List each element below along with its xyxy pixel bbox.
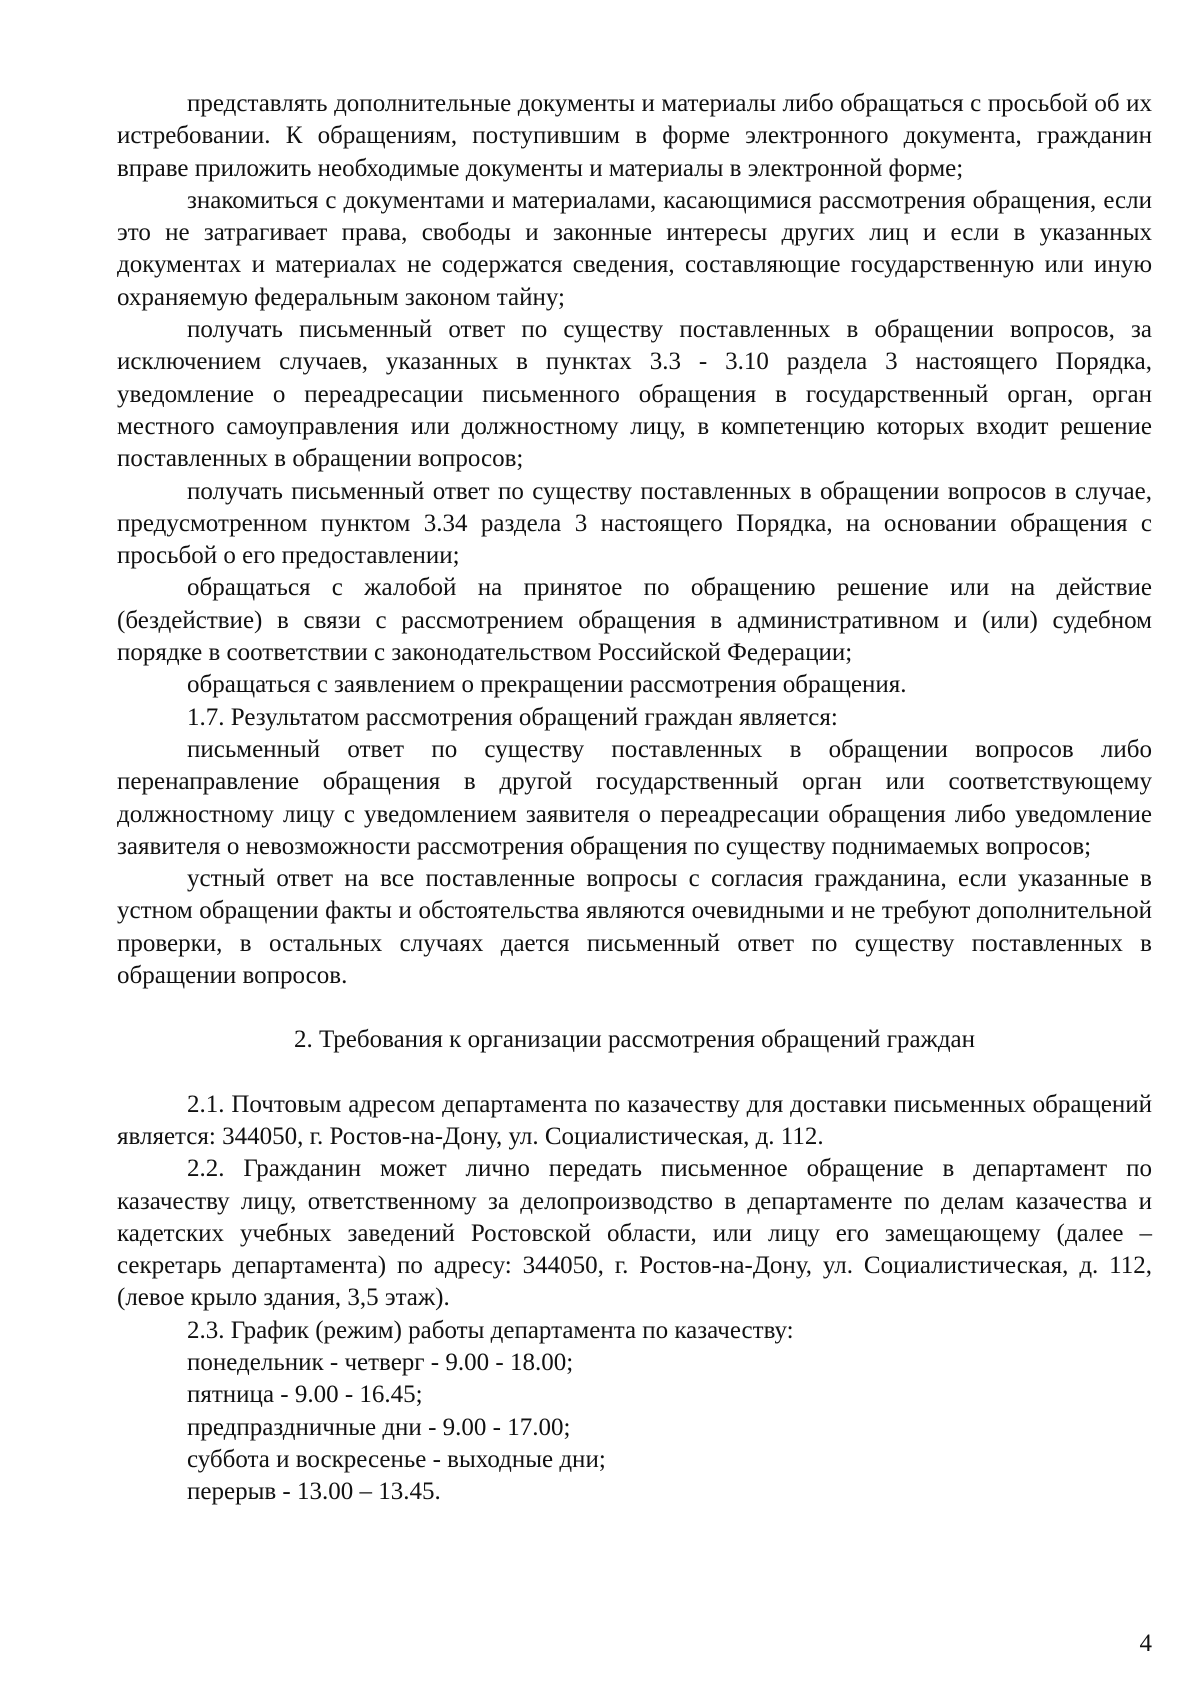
section-heading: 2. Требования к организации рассмотрения обращений граждан <box>293 1026 976 1054</box>
page-number: 4 <box>1139 1630 1152 1657</box>
schedule-line-friday: пятница - 9.00 - 16.45; <box>187 1381 423 1409</box>
document-body <box>117 88 1152 1508</box>
paragraph-written-answer: письменный ответ по существу поставленных в обращении вопросов либо перенаправление обращения в другой государственный орган или соответствующему должностному лицу с уведомлением заявителя о переадресации обращения либо уведомление заявителя о невозможности рассмотрения обращения по существу поднимаемых вопросов; <box>117 735 1152 860</box>
paragraph-receive-answer-case: получать письменный ответ по существу поставленных в обращении вопросов в случае, предусмотренном пунктом 3.34 раздела 3 настоящего Порядка, на основании обращения с просьбой о его предоставлении; <box>117 477 1152 570</box>
schedule-line-weekend: суббота и воскресенье - выходные дни; <box>187 1445 606 1473</box>
paragraph-clause-2-1: 2.1. Почтовым адресом департамента по казачеству для доставки письменных обращений является: 344050, г. Ростов-на-Дону, ул. Социалистическая, д. 112. <box>117 1090 1152 1150</box>
paragraph-review-materials: знакомиться с документами и материалами, касающимися рассмотрения обращения, если это не затрагивает права, свободы и законные интересы других лиц и если в указанных документах и материалах не содержатся сведения, составляющие государственную или иную охраняемую федеральным законом тайну; <box>117 186 1152 311</box>
schedule-line-break: перерыв - 13.00 – 13.45. <box>187 1478 441 1506</box>
paragraph-receive-answer: получать письменный ответ по существу поставленных в обращении вопросов, за исключением случаев, указанных в пунктах 3.3 - 3.10 раздела 3 настоящего Порядка, уведомление о переадресации письменного обращения в государственный орган, орган местного самоуправления или должностному лицу, в компетенцию которых входит решение поставленных в обращении вопросов; <box>117 316 1152 473</box>
schedule-line-mon-thu: понедельник - четверг - 9.00 - 18.00; <box>187 1348 574 1376</box>
paragraph-termination-request: обращаться с заявлением о прекращении рассмотрения обращения. <box>187 671 907 699</box>
paragraph-clause-2-2: 2.2. Гражданин может лично передать письменное обращение в департамент по казачеству лицу, ответственному за делопроизводство в департаменте по делам казачества и кадетских учебных заведений Ростовской области, или лицу его замещающему (далее – секретарь департамента) по адресу: 344050, г. Ростов-на-Дону, ул. Социалистическая, д. 112, (левое крыло здания, 3,5 этаж). <box>117 1155 1152 1312</box>
paragraph-clause-2-3: 2.3. График (режим) работы департамента по казачеству: <box>187 1316 794 1344</box>
paragraph-oral-answer: устный ответ на все поставленные вопросы с согласия гражданина, если указанные в устном обращении факты и обстоятельства являются очевидными и не требуют дополнительной проверки, в остальных случаях дается письменный ответ по существу поставленных в обращении вопросов. <box>117 865 1152 990</box>
paragraph-clause-1-7: 1.7. Результатом рассмотрения обращений граждан является: <box>187 703 838 731</box>
paragraph-submit-documents: представлять дополнительные документы и материалы либо обращаться с просьбой об их истребовании. К обращениям, поступившим в форме электронного документа, гражданин вправе приложить необходимые документы и материалы в электронной форме; <box>117 90 1152 182</box>
paragraph-complaint: обращаться с жалобой на принятое по обращению решение или на действие (бездействие) в связи с рассмотрением обращения в административном и (или) судебном порядке в соответствии с законодательством Российской Федерации; <box>117 574 1152 667</box>
schedule-line-pre-holiday: предпраздничные дни - 9.00 - 17.00; <box>187 1413 571 1441</box>
